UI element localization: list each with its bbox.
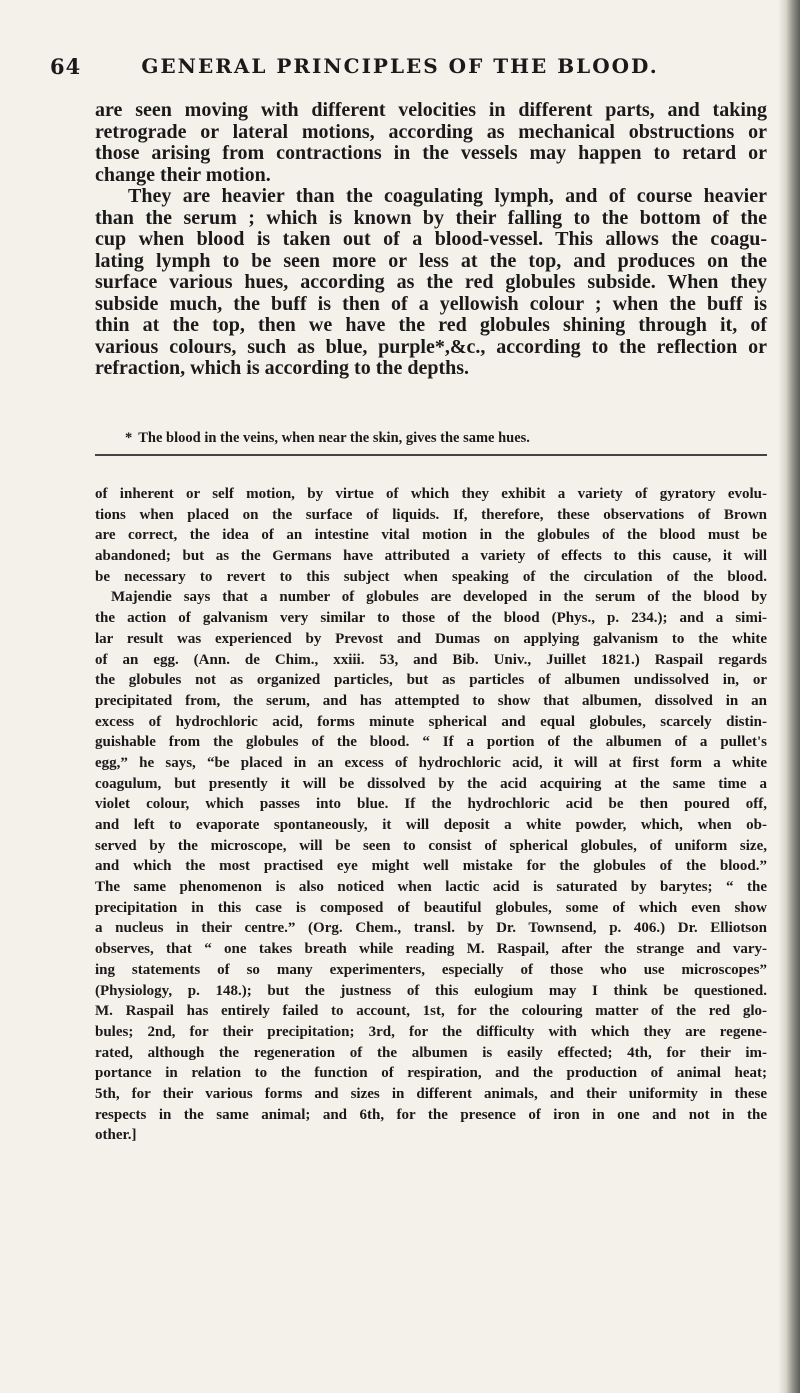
editor-notes [95,484,767,1146]
text-line: change their motion. [95,163,271,186]
note-line: of an egg. (Ann. de Chim., xxiii. 53, and Bib. Univ., Juillet 1821.) Raspail regards [95,651,767,668]
page-header [50,54,750,86]
note-line: violet colour, which passes into blue. If the hydrochloric acid be then poured off, [95,796,767,813]
note-line: excess of hydrochloric acid, forms minute spherical and equal globules, scarcely distin- [95,713,767,730]
text-line: those arising from contractions in the vessels may happen to retard or [95,142,767,164]
note-line: coagulum, but presently it will be dissolved by the acid acquiring at the same time a [95,775,767,792]
text-line: They are heavier than the coagulating lymph, and of course heavier [128,185,767,207]
note-line: of inherent or self motion, by virtue of which they exhibit a variety of gyratory evolu- [95,486,767,502]
note-line: the action of galvanism very similar to those of the blood (Phys., p. 234.); and a simi- [95,610,767,627]
text-line: cup when blood is taken out of a blood-vessel. This allows the coagu- [95,228,767,250]
text-line: than the serum ; which is known by their falling to the bottom of the [95,206,767,229]
text-line: subside much, the buff is then of a yellowish colour ; when the buff is [95,292,767,315]
note-line: a nucleus in their centre.” (Org. Chem., transl. by Dr. Townsend, p. 406.) Dr. Elliotson [95,920,767,937]
note-line: ing statements of so many experimenters, especially of those who use microscopes” [95,961,767,978]
note-line: precipitation in this case is composed of beautiful globules, some of which even show [95,899,767,916]
footnote-text: The blood in the veins, when near the skin, gives the same hues. [138,430,530,446]
note-line: precipitated from, the serum, and has attempted to show that albumen, dissolved in an [95,692,767,709]
section-rule [95,454,767,456]
note-line: portance in relation to the function of respiration, and the production of animal heat; [95,1065,767,1082]
note-line: respects in the same animal; and 6th, for the presence of iron in one and not in the [95,1106,767,1123]
note-line: the globules not as organized particles, but as particles of albumen undissolved in, or [95,672,767,689]
footnote [95,430,767,447]
page-number: 64 [50,54,82,79]
note-line: are correct, the idea of an intestine vital motion in the globules of the blood must be [95,527,767,544]
note-line: abandoned; but as the Germans have attributed a variety of effects to this cause, it will [95,548,767,565]
note-line: egg,” he says, “be placed in an excess of hydrochloric acid, it will at first form a white [95,754,767,771]
text-line: lating lymph to be seen more or less at the top, and produces on the [95,249,767,272]
page-edge-shadow [778,0,800,1393]
note-line: rated, although the regeneration of the albumen is easily effected; 4th, for their im- [95,1044,767,1061]
text-line: thin at the top, then we have the red globules shining through it, of [95,314,767,336]
note-line: Majendie says that a number of globules are developed in the serum of the blood by [111,589,767,606]
note-line: (Physiology, p. 148.); but the justness of this eulogium may I think be questioned. [95,982,767,999]
running-head: GENERAL PRINCIPLES OF THE BLOOD. [141,54,659,78]
note-line: lar result was experienced by Prevost and Dumas on applying galvanism to the white [95,630,767,647]
text-line: refraction, which is according to the depths. [95,357,470,379]
note-line: served by the microscope, will be seen to consist of spherical globules, of uniform size, [95,837,767,854]
note-line: be necessary to revert to this subject when speaking of the circulation of the blood. [95,568,767,585]
text-line: are seen moving with different velocities in different parts, and taking [95,99,767,121]
note-line: guishable from the globules of the blood. “ If a portion of the albumen of a pullet's [95,734,767,751]
note-line: 5th, for their various forms and sizes in different animals, and their uniformity in these [95,1085,767,1102]
note-line: M. Raspail has entirely failed to account, 1st, for the colouring matter of the red glo- [95,1003,767,1020]
text-line: surface various hues, according as the red globules subside. When they [95,271,767,293]
note-line: The same phenomenon is also noticed when lactic acid is saturated by barytes; “ the [95,879,767,896]
note-line: bules; 2nd, for their precipitation; 3rd, for the difficulty with which they are regene- [95,1023,767,1040]
note-line: other.] [95,1127,137,1144]
note-line: and left to evaporate spontaneously, it will deposit a white powder, which, when ob- [95,817,767,833]
text-line: retrograde or lateral motions, according as mechanical obstructions or [95,120,767,143]
footnote-mark: * [125,430,133,446]
note-line: tions when placed on the surface of liquids. If, therefore, these observations of Brown [95,506,767,523]
note-line: and which the most practised eye might well mistake for the globules of the blood.” [95,858,767,875]
note-line: observes, that “ one takes breath while reading M. Raspail, after the strange and vary- [95,941,767,958]
main-text [95,100,767,380]
text-line: various colours, such as blue, purple*,&c., according to the reflection or [95,335,767,358]
